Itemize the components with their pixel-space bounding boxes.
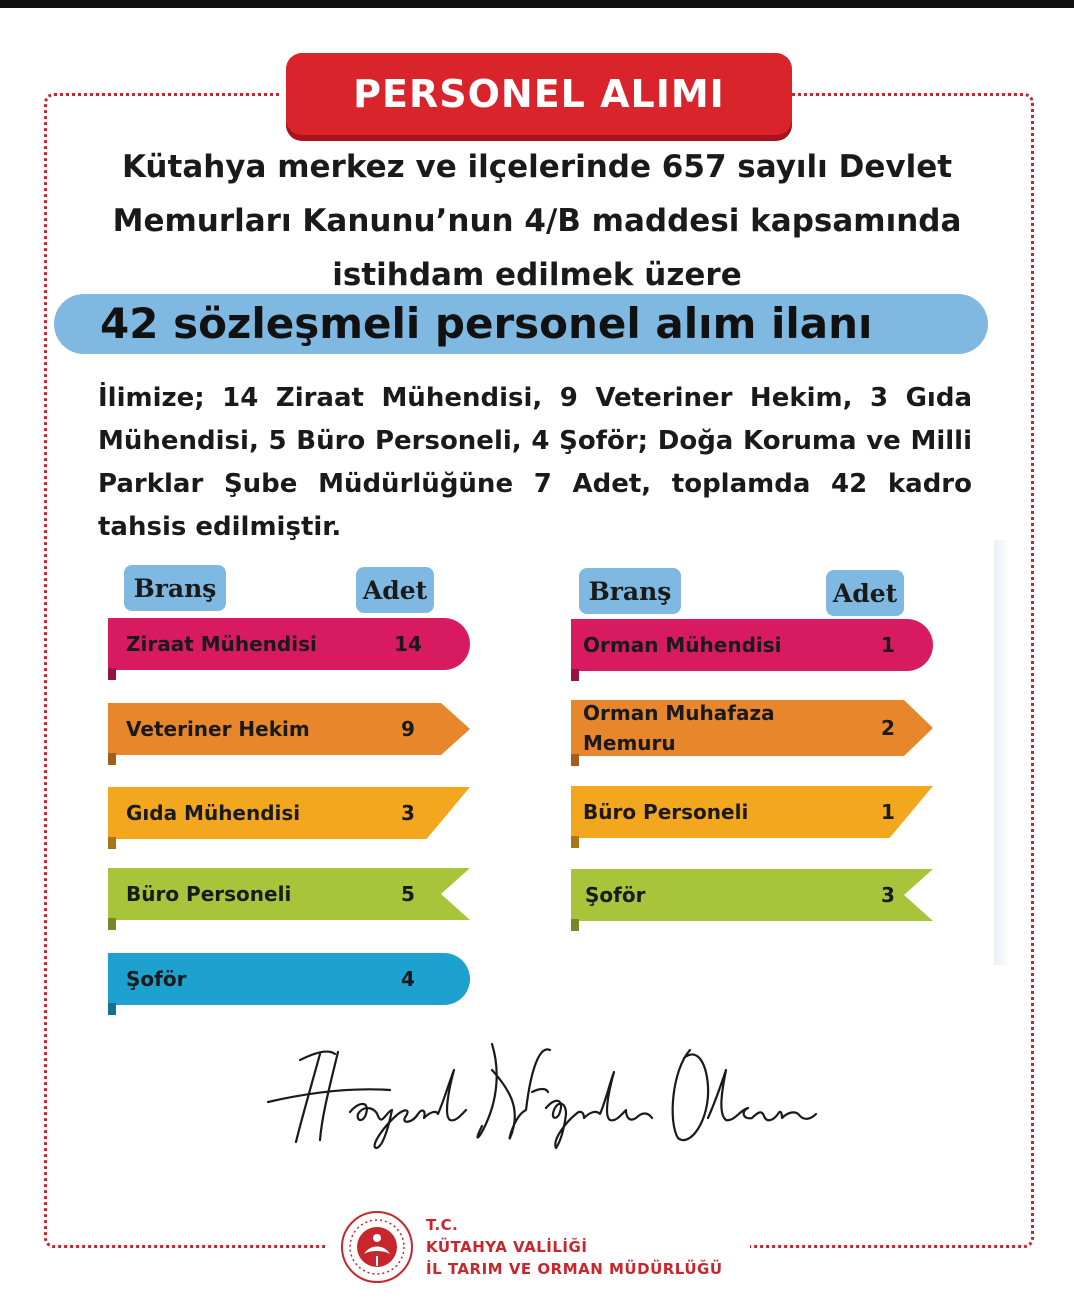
row-label: Veteriner Hekim (126, 717, 310, 741)
row-count: 3 (401, 801, 415, 825)
row-count: 1 (881, 800, 895, 824)
row-label: Büro Personeli (583, 800, 749, 824)
headline-pill (54, 294, 988, 354)
top-border (0, 0, 1074, 8)
right-header-count: Adet (826, 570, 904, 616)
row-label: Şoför (585, 883, 646, 907)
left-row-veteriner (108, 703, 478, 765)
row-count: 3 (881, 883, 895, 907)
description-paragraph: İlimize; 14 Ziraat Mühendisi, 9 Veteriner Hekim, 3 Gıda Mühendisi, 5 Büro Personeli, 4 Şoför; Doğa Koruma ve Milli Parklar Şube Müdürlüğüne 7 Adet, toplamda 42 kadro tahsis edilmiştir. (98, 383, 972, 542)
left-header-branch: Branş (124, 565, 226, 611)
left-row-buro (108, 868, 478, 930)
ministry-logo-icon (340, 1210, 414, 1284)
signature-image (260, 1030, 820, 1150)
right-row-orman-muhafaza (571, 700, 941, 762)
row-count: 5 (401, 882, 415, 906)
row-count: 14 (394, 632, 422, 656)
footer-line-3: İL TARIM VE ORMAN MÜDÜRLÜĞÜ (426, 1260, 723, 1278)
row-label: Gıda Mühendisi (126, 801, 301, 825)
intro-text: Kütahya merkez ve ilçelerinde 657 sayılı Devlet Memurları Kanunu’nun 4/B maddesi kapsamında istihdam edilmek üzere (112, 149, 962, 293)
right-row-sofor (571, 869, 941, 931)
left-row-gida (108, 787, 478, 849)
headline: 42 sözleşmeli personel alım ilanı (100, 299, 873, 348)
footer-line-1: T.C. (426, 1216, 459, 1234)
row-count: 9 (401, 717, 415, 741)
right-header-branch: Branş (579, 568, 681, 614)
row-count: 1 (881, 633, 895, 657)
row-count: 2 (881, 716, 895, 740)
right-row-orman-muhendisi (571, 619, 941, 681)
footer-institution (426, 1214, 723, 1280)
row-label: Şoför (126, 967, 187, 991)
row-label: Orman Muhafaza Memuru (583, 701, 775, 755)
page-title: PERSONEL ALIMI (353, 72, 725, 116)
left-header-count: Adet (356, 567, 434, 613)
row-label: Orman Mühendisi (583, 633, 782, 657)
title-banner (286, 53, 792, 135)
footer-line-2: KÜTAHYA VALİLİĞİ (426, 1238, 588, 1256)
row-count: 4 (401, 967, 415, 991)
left-row-sofor (108, 953, 478, 1015)
row-label: Büro Personeli (126, 882, 292, 906)
right-row-buro (571, 786, 941, 848)
row-label: Ziraat Mühendisi (126, 632, 317, 656)
left-row-ziraat (108, 618, 478, 680)
